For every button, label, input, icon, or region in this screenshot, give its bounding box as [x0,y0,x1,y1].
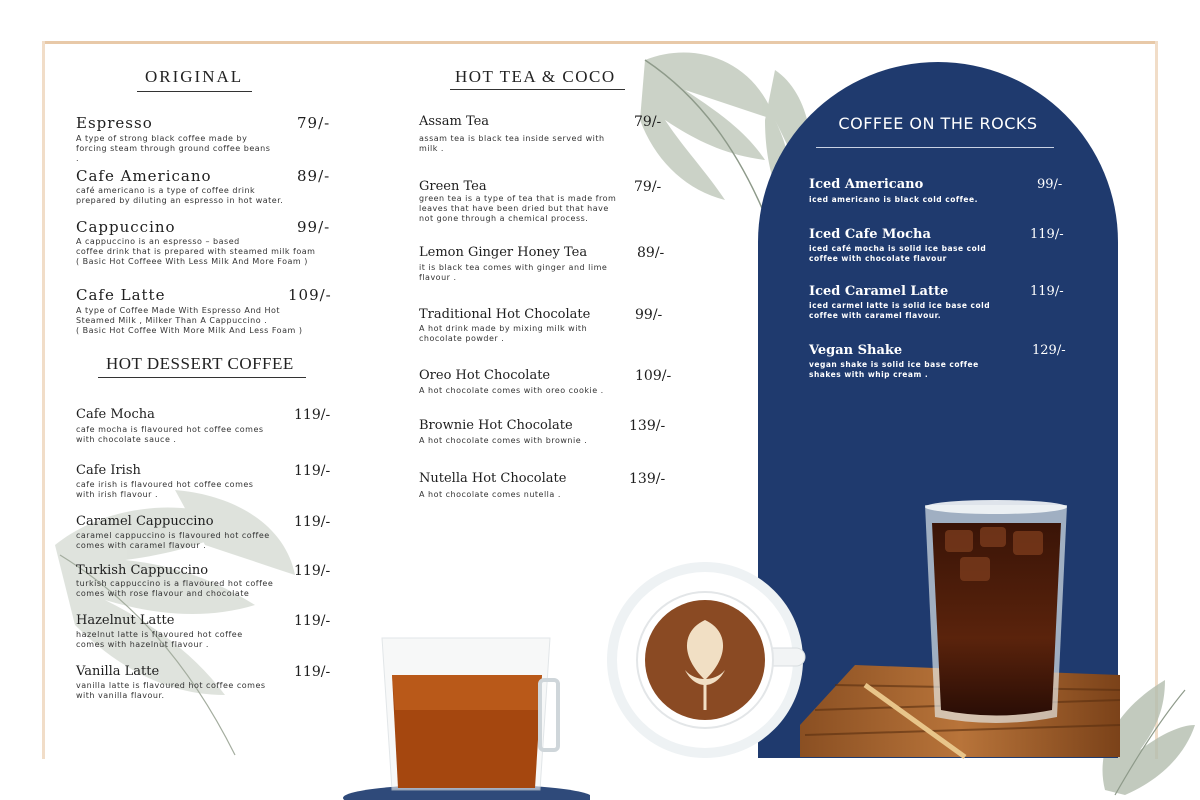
item-description: it is black tea comes with ginger and lime flavour . [419,263,608,282]
menu-item-cafe-latte [76,286,341,341]
item-price: 119/- [1030,284,1064,299]
menu-item-cafe-mocha [76,407,336,447]
item-price: 99/- [635,307,663,323]
menu-item-traditional-hot-chocolate [419,307,679,347]
item-name: Hazelnut Latte [76,613,175,628]
item-description: assam tea is black tea inside served with milk . [419,134,605,153]
item-name: Nutella Hot Chocolate [419,471,567,486]
latte-art-photo [605,560,810,765]
item-name: Cappuccino [76,218,176,236]
menu-item-vegan-shake [809,343,1079,383]
item-price: 89/- [297,167,331,185]
menu-item-assam-tea [419,114,679,154]
item-price: 79/- [297,114,331,132]
item-price: 89/- [637,245,665,261]
menu-item-turkish-cappuccino [76,563,336,603]
item-name: Iced Cafe Mocha [809,227,931,242]
section-rule [450,89,625,90]
item-name: Iced Americano [809,177,924,192]
item-name: Vegan Shake [809,343,903,358]
item-name: Iced Caramel Latte [809,284,949,299]
item-price: 139/- [629,418,666,434]
item-price: 139/- [629,471,666,487]
menu-item-cappuccino [76,218,341,273]
menu-item-iced-cafe-mocha [809,227,1079,267]
item-name: Brownie Hot Chocolate [419,418,573,433]
item-description: A hot chocolate comes with brownie . [419,436,588,445]
frame-border-right [1155,41,1158,759]
item-description: iced americano is black cold coffee. [809,195,978,204]
item-price: 79/- [634,114,662,130]
section-rule [137,91,252,92]
item-description: iced carmel latte is solid ice base cold coffee with caramel flavour. [809,301,991,320]
item-name: Cafe Mocha [76,407,155,422]
item-price: 119/- [294,407,331,423]
menu-item-iced-caramel-latte [809,284,1079,324]
item-price: 129/- [1032,343,1066,358]
item-name: Vanilla Latte [76,664,160,679]
menu-item-vanilla-latte [76,664,336,704]
item-description: vegan shake is solid ice base coffee shakes with whip cream . [809,360,979,379]
item-name: Espresso [76,114,153,132]
item-name: Traditional Hot Chocolate [419,307,591,322]
item-description: green tea is a type of tea that is made from leaves that have been dried but that have not gone through a chemical process. [419,194,617,223]
menu-item-brownie-hot-chocolate [419,418,684,453]
menu-item-iced-americano [809,177,1079,212]
menu-item-cafe-americano [76,167,336,212]
item-name: Turkish Cappuccino [76,563,209,578]
iced-coffee-photo [795,495,1125,760]
menu-item-green-tea [419,179,679,229]
item-description: cafe irish is flavoured hot coffee comes with irish flavour . [76,480,254,499]
item-description: turkish cappuccino is a flavoured hot coffee comes with rose flavour and chocolate [76,579,274,598]
item-description: A hot chocolate comes nutella . [419,490,561,499]
item-price: 119/- [294,514,331,530]
item-description: hazelnut latte is flavoured hot coffee comes with hazelnut flavour . [76,630,243,649]
item-name: Assam Tea [419,114,490,129]
item-price: 119/- [294,463,331,479]
item-name: Oreo Hot Chocolate [419,368,551,383]
item-description: vanilla latte is flavoured hot coffee comes with vanilla flavour. [76,681,266,700]
item-description: cafe mocha is flavoured hot coffee comes with chocolate sauce . [76,425,264,444]
item-name: Lemon Ginger Honey Tea [419,245,588,260]
menu-item-cafe-irish [76,463,336,503]
section-title-hot-dessert-coffee: HOT DESSERT COFFEE [106,354,294,373]
item-description: A type of strong black coffee made by forcing steam through ground coffee beans . [76,134,271,163]
section-rule [98,377,306,378]
item-name: Caramel Cappuccino [76,514,214,529]
item-name: Cafe Irish [76,463,141,478]
section-title-hot-tea-coco: HOT TEA & COCO [455,67,616,86]
menu-item-hazelnut-latte [76,613,336,653]
item-price: 99/- [297,218,331,236]
item-price: 119/- [1030,227,1064,242]
item-price: 119/- [294,613,331,629]
item-price: 109/- [288,286,332,304]
section-title-original: ORIGINAL [145,67,244,86]
menu-item-lemon-ginger-honey-tea [419,245,679,285]
section-rule [816,147,1054,148]
item-description: caramel cappuccino is flavoured hot coffee comes with caramel flavour . [76,531,270,550]
item-description: café americano is a type of coffee drink prepared by diluting an espresso in hot water. [76,186,284,205]
tea-glass-photo [340,630,590,800]
item-description: A hot drink made by mixing milk with chocolate powder . [419,324,588,343]
menu-item-nutella-hot-chocolate [419,471,684,506]
item-description: A cappuccino is an espresso – based coffee drink that is prepared with steamed milk foam ( Basic Hot Coffeee With Less Milk And More Foam ) [76,237,316,266]
item-price: 109/- [635,368,672,384]
item-description: A hot chocolate comes with oreo cookie . [419,386,604,395]
menu-item-caramel-cappuccino [76,514,336,554]
item-price: 119/- [294,563,331,579]
item-price: 79/- [634,179,662,195]
item-name: Cafe Americano [76,167,212,185]
item-price: 119/- [294,664,331,680]
section-title-coffee-on-the-rocks: COFFEE ON THE ROCKS [838,114,1038,133]
item-name: Green Tea [419,179,487,194]
frame-border-top [42,41,1158,44]
item-description: iced café mocha is solid ice base cold coffee with chocolate flavour [809,244,987,263]
item-name: Cafe Latte [76,286,166,304]
menu-item-oreo-hot-chocolate [419,368,684,403]
menu-item-espresso [76,114,336,164]
item-price: 99/- [1037,177,1063,192]
item-description: A type of Coffee Made With Espresso And Hot Steamed Milk , Milker Than A Cappuccino . ( Basic Hot Coffee With More Milk And Less Foam ) [76,306,303,335]
